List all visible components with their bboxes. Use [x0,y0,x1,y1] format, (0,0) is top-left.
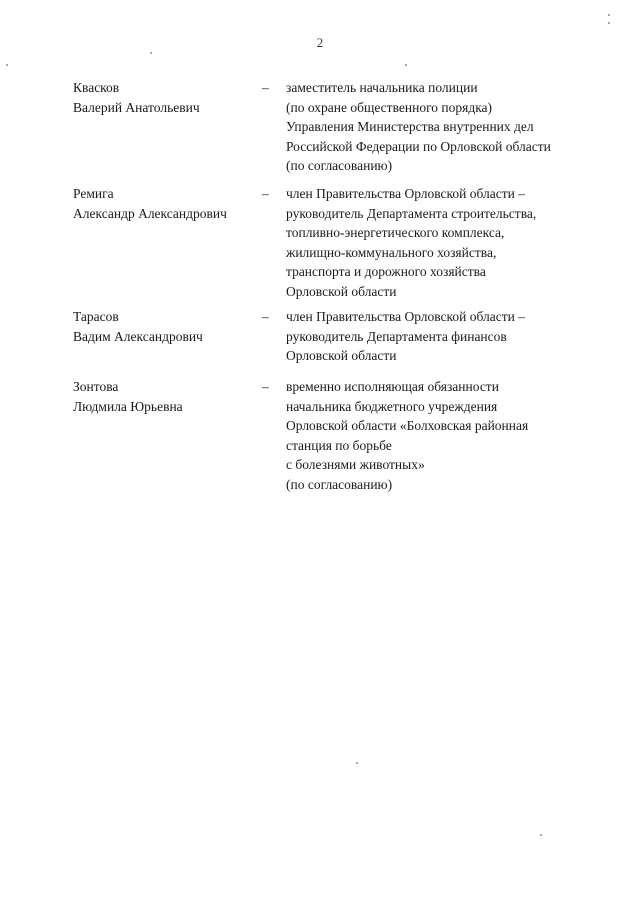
separator-dash: – [262,309,269,324]
member-position [286,377,606,494]
member-name [73,307,203,346]
member-given-names: Вадим Александрович [73,328,203,344]
member-name [73,78,200,117]
member-given-names: Александр Александрович [73,205,227,221]
position-line: (по согласованию) [286,158,393,173]
position-line: (по охране общественного порядка) [286,99,493,115]
position-line: руководитель Департамента финансов [286,328,507,344]
member-name [73,184,227,223]
position-line: Управления Министерства внутренних дел [286,119,534,134]
member-given-names: Людмила Юрьевна [73,398,183,414]
member-name [73,377,183,416]
position-line: станция по борьбе [286,437,392,453]
member-position [286,307,606,366]
position-line: топливно-энергетического комплекса, [286,225,505,240]
scan-speck [608,22,610,24]
member-surname: Квасков [73,80,120,95]
scan-speck [405,64,407,66]
scan-speck [356,762,358,764]
position-line: с болезнями животных» [286,457,425,472]
position-line: начальника бюджетного учреждения [286,398,498,414]
position-line: член Правительства Орловской области – [286,309,526,324]
position-line: руководитель Департамента строительства, [286,205,537,221]
member-surname: Тарасов [73,309,119,324]
position-line: член Правительства Орловской области – [286,186,526,201]
page-number: 2 [316,35,324,50]
separator-dash: – [262,379,269,394]
position-line: Орловской области [286,283,397,299]
member-surname: Зонтова [73,379,119,394]
position-line: Орловской области «Болховская районная [286,418,529,433]
member-position [286,78,606,176]
member-position [286,184,606,301]
position-line: временно исполняющая обязанности [286,379,499,394]
member-surname: Ремига [73,186,114,201]
position-line: (по согласованию) [286,476,393,492]
member-given-names: Валерий Анатольевич [73,99,200,115]
position-line: жилищно-коммунального хозяйства, [286,244,497,260]
scan-speck [6,64,8,66]
separator-dash: – [262,80,269,95]
scan-speck [608,14,610,16]
scan-speck [150,52,152,54]
position-line: заместитель начальника полиции [286,80,478,95]
scan-speck [540,834,542,836]
separator-dash: – [262,186,269,201]
position-line: Орловской области [286,348,397,363]
position-line: Российской Федерации по Орловской области [286,138,551,154]
position-line: транспорта и дорожного хозяйства [286,264,486,279]
